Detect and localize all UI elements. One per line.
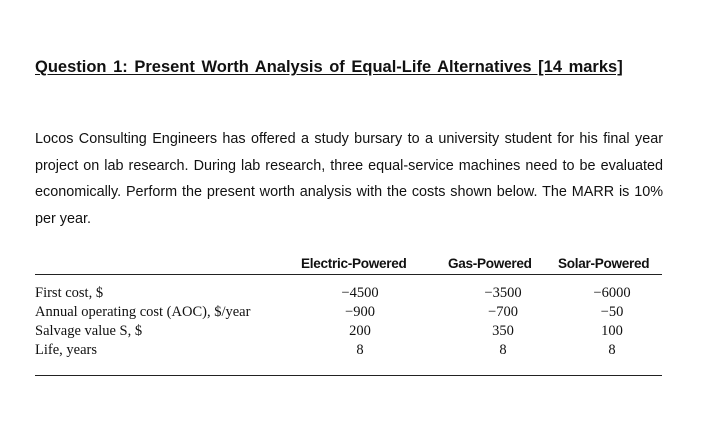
table-header	[35, 254, 662, 274]
cell-electric: 200	[349, 323, 371, 339]
question-heading: Question 1: Present Worth Analysis of Equal-Life Alternatives [14 marks]	[35, 58, 623, 76]
table-body	[35, 285, 662, 361]
cell-gas: 350	[492, 323, 514, 339]
row-label: Life, years	[35, 342, 97, 358]
cell-electric: 8	[356, 342, 364, 358]
row-label: Salvage value S, $	[35, 323, 143, 339]
cell-gas: −3500	[484, 285, 522, 301]
row-label: First cost, $	[35, 285, 104, 301]
cell-gas: −700	[488, 304, 518, 320]
question-body: Locos Consulting Engineers has offered a study bursary to a university student for his final year project on lab research. During lab research, three equal-service machines need to be evaluated economically. Perform the present worth analysis with the costs shown below. The MARR is 10% per year.	[35, 131, 663, 227]
row-label: Annual operating cost (AOC), $/year	[35, 304, 251, 320]
column-header-solar: Solar-Powered	[558, 256, 650, 271]
cost-table	[35, 254, 662, 358]
column-header-electric: Electric-Powered	[301, 256, 407, 271]
table-top-rule	[35, 274, 662, 275]
column-header-gas: Gas-Powered	[448, 256, 532, 271]
cell-electric: −900	[345, 304, 375, 320]
cell-electric: −4500	[341, 285, 379, 301]
cell-solar: 100	[601, 323, 623, 339]
table-row-life	[35, 342, 662, 361]
table-row-salvage	[35, 323, 662, 342]
cell-solar: −50	[600, 304, 624, 320]
cell-gas: 8	[499, 342, 507, 358]
table-row-aoc	[35, 304, 662, 323]
cell-solar: −6000	[593, 285, 631, 301]
table-bottom-rule	[35, 375, 662, 376]
cell-solar: 8	[608, 342, 616, 358]
table-row-first-cost	[35, 285, 662, 304]
